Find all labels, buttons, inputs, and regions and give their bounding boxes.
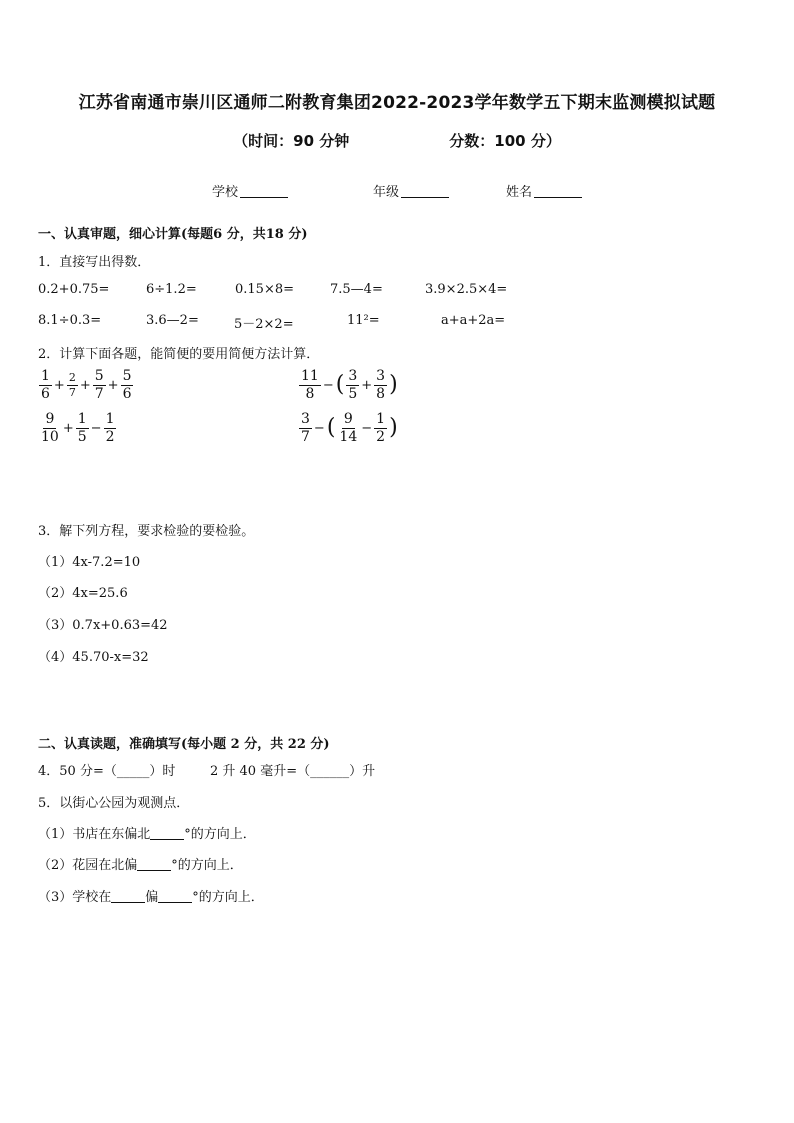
fraction: $\frac{5}{7}$	[94, 368, 104, 402]
school-field[interactable]	[212, 181, 288, 200]
q1-prompt: 1．直接写出得数．	[38, 255, 151, 270]
exam-meta	[0, 130, 794, 151]
q1-calc-item: 3.6—2=	[146, 313, 199, 328]
fraction: $\frac{1}{6}$	[41, 368, 50, 402]
q1-calc-item: 0.2+0.75=	[38, 282, 110, 297]
section1-heading: 一、认真审题，细心计算(每题6 分，共18 分)	[38, 227, 308, 242]
fraction: $\frac{11}{8}$	[301, 368, 319, 402]
answer-blank[interactable]	[150, 827, 184, 840]
q5-item-2: （2）花园在北偏 °的方向上．	[38, 858, 243, 873]
answer-blank[interactable]	[137, 858, 171, 871]
q5-prompt: 5．以街心公园为观测点．	[38, 796, 190, 811]
page-title: 江苏省南通市崇川区通师二附教育集团2022-2023学年数学五下期末监测模拟试题	[78, 93, 716, 113]
fraction: $\frac{3}{5}$	[348, 368, 358, 402]
q1-calc-item: 0.15×8=	[235, 282, 295, 297]
q1-calc-item: 8.1÷0.3=	[38, 313, 102, 328]
fraction: $\frac{2}{7}$	[68, 371, 76, 399]
q1-calc-item: 6÷1.2=	[146, 282, 197, 297]
q3-equation: （4）45.70-x=32	[38, 650, 149, 665]
name-label: 姓名	[506, 185, 533, 200]
grade-label: 年级	[373, 185, 400, 200]
q4-part-1: 4．50 分=（_____）时	[38, 764, 176, 779]
q3-equation: （2）4x=25.6	[38, 586, 128, 601]
q3-equation: （1）4x-7.2=10	[38, 555, 141, 570]
fraction: $\frac{1}{2}$	[105, 411, 115, 445]
q3-prompt: 3．解下列方程，要求检验的要检验。	[38, 524, 255, 539]
answer-blank[interactable]	[158, 890, 192, 903]
score-label: 分数：100 分）	[449, 132, 561, 150]
school-label: 学校	[212, 185, 239, 200]
q1-calc-item: 5－2×2=	[234, 317, 294, 332]
school-blank[interactable]	[240, 185, 288, 198]
q2-expression-3: $\frac{9}{10}$ + $\frac{1}{5}$ − $\frac{1}{2}$	[41, 411, 115, 445]
q1-calc-item: a+a+2a=	[441, 313, 506, 328]
fraction: $\frac{3}{8}$	[376, 368, 386, 402]
q2-prompt: 2．计算下面各题，能简便的要用简便方法计算．	[38, 347, 320, 362]
q1-calc-item: 11²=	[347, 313, 380, 328]
fraction: $\frac{3}{7}$	[301, 411, 310, 445]
q2-expression-1: $\frac{1}{6}$ + $\frac{2}{7}$ + $\frac{5}{7}$ + $\frac{5}{6}$	[41, 368, 132, 402]
fraction: $\frac{9}{10}$	[41, 411, 59, 445]
name-field[interactable]	[506, 181, 582, 200]
fraction: $\frac{9}{14}$	[339, 411, 358, 445]
fraction: $\frac{5}{6}$	[122, 368, 132, 402]
q1-calc-item: 7.5—4=	[330, 282, 383, 297]
q5-item-1: （1）书店在东偏北 °的方向上．	[38, 827, 256, 842]
q2-expression-2: $\frac{11}{8}$ − ( $\frac{3}{5}$ + $\frac{3}{8}$ )	[301, 368, 398, 402]
fraction: $\frac{1}{5}$	[77, 411, 87, 445]
time-label: （时间：90 分钟	[233, 132, 350, 150]
q1-calc-item: 3.9×2.5×4=	[425, 282, 508, 297]
q4-part-2: 2 升 40 毫升=（______）升	[210, 764, 376, 779]
fraction: $\frac{1}{2}$	[376, 411, 386, 445]
answer-blank[interactable]	[111, 890, 145, 903]
q2-expression-4: $\frac{3}{7}$ − ( $\frac{9}{14}$ − $\frac{1}{2}$ )	[301, 411, 398, 445]
q5-item-3: （3）学校在 偏 °的方向上．	[38, 890, 264, 905]
grade-blank[interactable]	[401, 185, 449, 198]
section2-heading: 二、认真读题，准确填写(每小题 2 分，共 22 分)	[38, 737, 330, 752]
name-blank[interactable]	[534, 185, 582, 198]
grade-field[interactable]	[373, 181, 449, 200]
q3-equation: （3）0.7x+0.63=42	[38, 618, 168, 633]
